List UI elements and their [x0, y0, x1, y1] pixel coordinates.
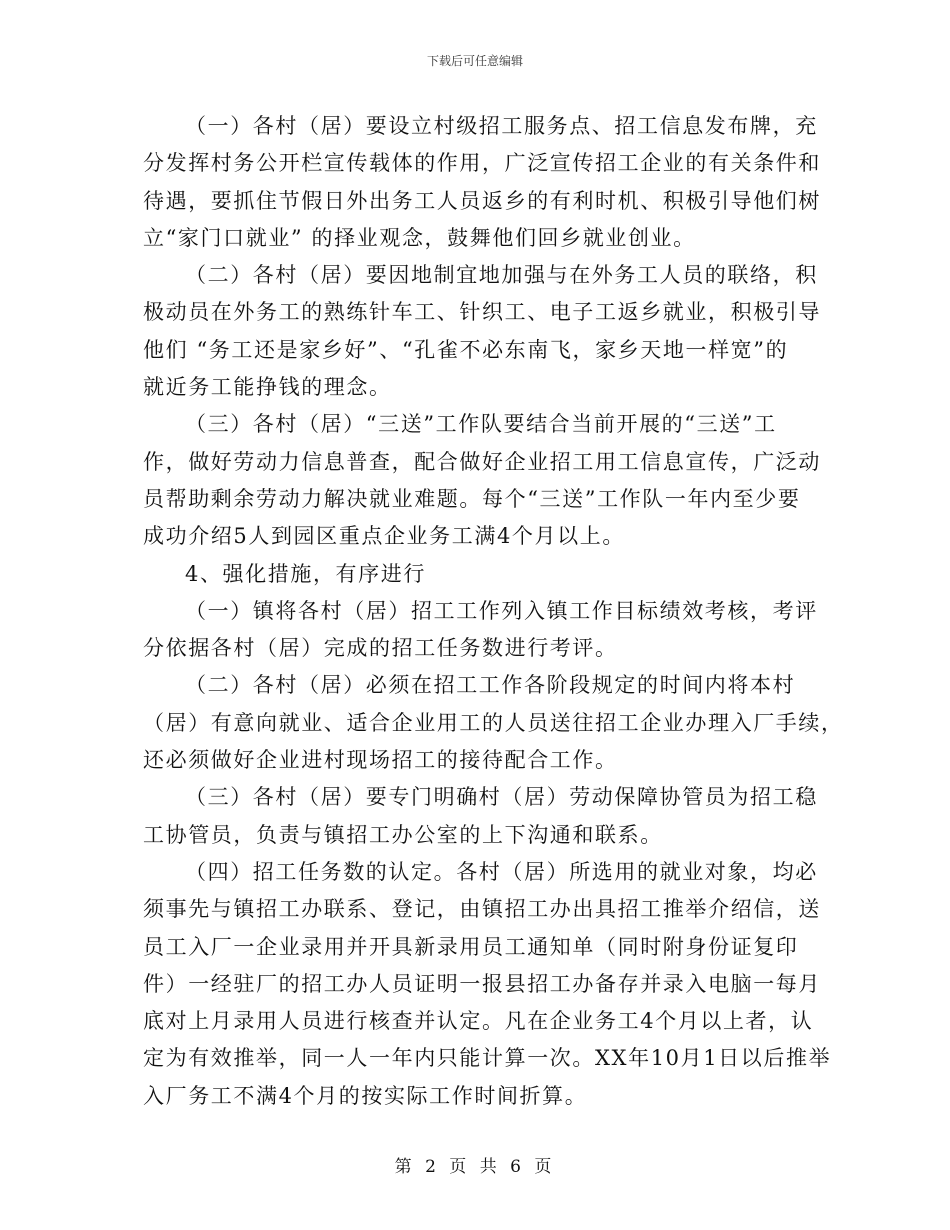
paragraph-line: 成功介绍5人到园区重点企业务工满4个月以上。 — [143, 524, 625, 549]
paragraph-line: 极动员在外务工的熟练针车工、针织工、电子工返乡就业，积极引导 — [143, 300, 821, 325]
paragraph-line: （一）镇将各村（居）招工工作列入镇工作目标绩效考核，考评 — [185, 598, 818, 623]
paragraph-line: 入厂务工不满4个月的按实际工作时间折算。 — [143, 1083, 588, 1108]
paragraph-line: （三）各村（居）要专门明确村（居）劳动保障协管员为招工稳 — [185, 785, 818, 810]
paragraph-line: 件）一经驻厂的招工办人员证明一报县招工办备存并录入电脑一每月 — [143, 971, 821, 996]
paragraph-line: （三）各村（居）“三送”工作队要结合当前开展的“三送”工 — [185, 412, 777, 437]
paragraph-line: 就近务工能挣钱的理念。 — [143, 375, 392, 400]
paragraph-line: （二）各村（居）必须在招工工作各阶段规定的时间内将本村 — [185, 673, 796, 698]
paragraph-line: 底对上月录用人员进行核查并认定。凡在企业务工4个月以上者，认 — [143, 1009, 814, 1034]
paragraph-line: 工协管员，负责与镇招工办公室的上下沟通和联系。 — [143, 822, 663, 847]
paragraph-line: （居）有意向就业、适合企业用工的人员送往招工企业办理入厂手续， — [143, 710, 844, 735]
paragraph-line: 待遇，要抓住节假日外出务工人员返乡的有利时机、积极引导他们树 — [143, 188, 821, 213]
paragraph-line: （二）各村（居）要因地制宜地加强与在外务工人员的联络，积 — [185, 263, 818, 288]
paragraph-line: 立“家门口就业” 的择业观念，鼓舞他们回乡就业创业。 — [143, 225, 696, 250]
paragraph-line: 定为有效推举，同一人一年内只能计算一次。XX年10月1日以后推举 — [143, 1046, 832, 1071]
paragraph-line: 作，做好劳动力信息普查，配合做好企业招工用工信息宣传，广泛动 — [143, 449, 821, 474]
paragraph-line: 分发挥村务公开栏宣传载体的作用，广泛宣传招工企业的有关条件和 — [143, 151, 821, 176]
paragraph-line: 他们 “务工还是家乡好”、“孔雀不必东南飞，家乡天地一样宽”的 — [143, 337, 789, 362]
paragraph-line: （四）招工任务数的认定。各村（居）所选用的就业对象，均必 — [185, 859, 818, 884]
page-header: 下载后可任意编辑 — [426, 54, 523, 68]
paragraph-line: 员帮助剩余劳动力解决就业难题。每个“三送”工作队一年内至少要 — [143, 486, 801, 511]
paragraph-line: 分依据各村（居）完成的招工任务数进行考评。 — [143, 636, 618, 661]
paragraph-line: 须事先与镇招工办联系、登记，由镇招工办出具招工推举介绍信，送 — [143, 897, 821, 922]
page-footer: 第 2 页 共 6 页 — [394, 1157, 556, 1177]
paragraph-line: 还必须做好企业进村现场招工的接待配合工作。 — [143, 748, 618, 773]
document-body — [143, 108, 844, 1115]
section-heading: 4、强化措施，有序进行 — [185, 561, 426, 586]
paragraph-line: 员工入厂一企业录用并开具新录用员工通知单（同时附身份证复印 — [143, 934, 799, 959]
paragraph-line: （一）各村（居）要设立村级招工服务点、招工信息发布牌，充 — [185, 114, 818, 138]
